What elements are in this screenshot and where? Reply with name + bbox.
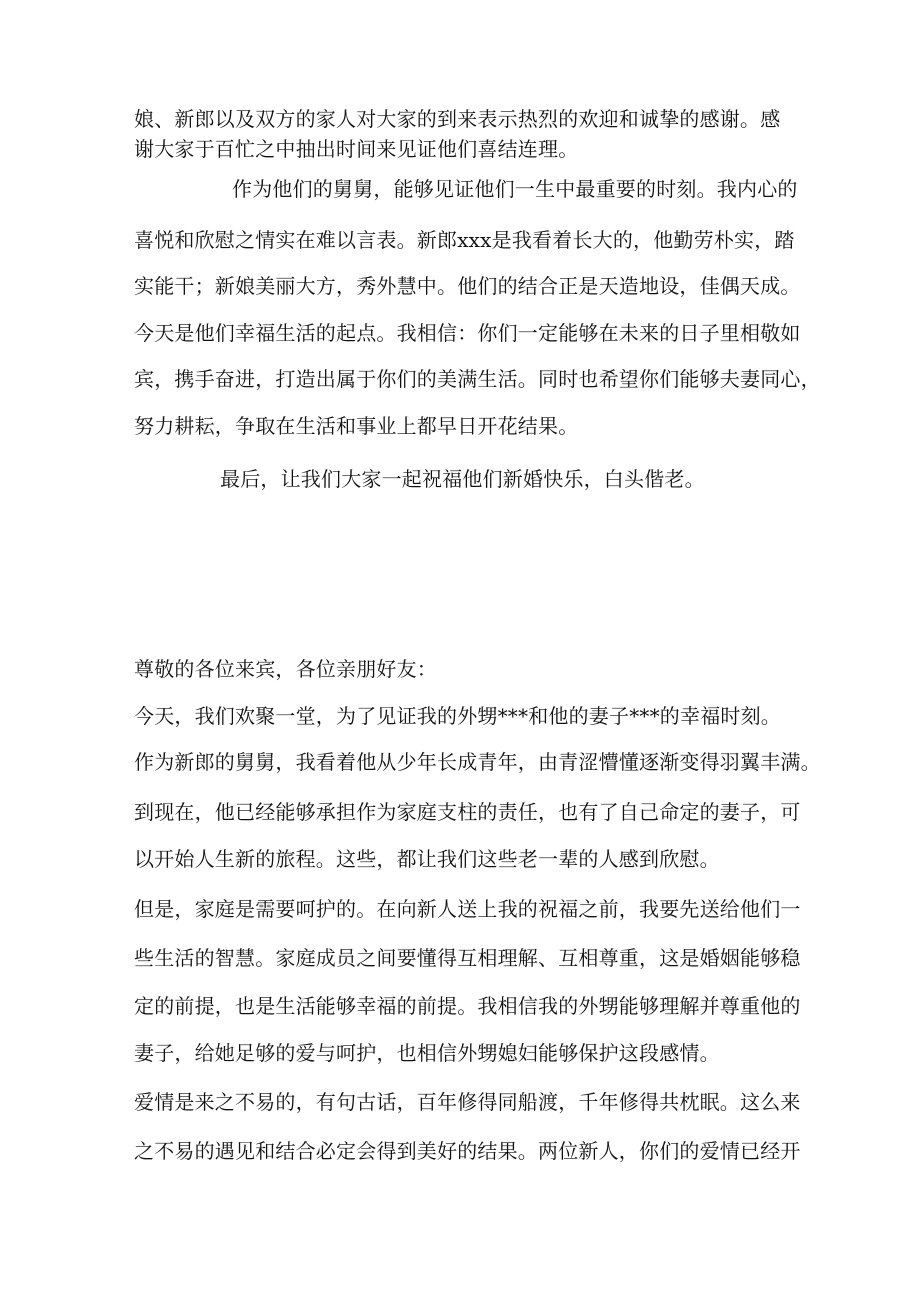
speech-two-line: 到现在，他已经能够承担作为家庭支柱的责任，也有了自己命定的妻子，可 — [134, 800, 801, 824]
speech-one-line: 喜悦和欣慰之情实在难以言表。新郎xxx是我看着长大的，他勤劳朴实，踏 — [134, 228, 795, 252]
speech-two-line: 作为新郎的舅舅，我看着他从少年长成青年，由青涩懵懂逐渐变得羽翼丰满。 — [134, 750, 821, 774]
speech-one-line: 宾，携手奋进，打造出属于你们的美满生活。同时也希望你们能够夫妻同心， — [134, 367, 821, 391]
speech-one-line: 努力耕耘，争取在生活和事业上都早日开花结果。 — [134, 414, 579, 438]
speech-two-line: 但是，家庭是需要呵护的。在向新人送上我的祝福之前，我要先送给他们一 — [134, 897, 801, 921]
speech-one-line: 实能干；新娘美丽大方，秀外慧中。他们的结合正是天造地设，佳偶天成。 — [134, 274, 801, 298]
speech-two-line: 今天，我们欢聚一堂，为了见证我的外甥***和他的妻子***的幸福时刻。 — [134, 704, 781, 728]
speech-one-line: 娘、新郎以及双方的家人对大家的到来表示热烈的欢迎和诚挚的感谢。感 — [134, 107, 781, 131]
speech-one-paragraph-start: 作为他们的舅舅，能够见证他们一生中最重要的时刻。我内心的 — [232, 177, 798, 201]
speech-two-line: 些生活的智慧。家庭成员之间要懂得互相理解、互相尊重，这是婚姻能够稳 — [134, 946, 801, 970]
speech-one-line: 谢大家于百忙之中抽出时间来见证他们喜结连理。 — [134, 137, 579, 161]
speech-two-line: 之不易的遇见和结合必定会得到美好的结果。两位新人，你们的爱情已经开 — [134, 1139, 801, 1163]
speech-two-greeting: 尊敬的各位来宾，各位亲朋好友： — [134, 657, 437, 681]
speech-one-line: 今天是他们幸福生活的起点。我相信：你们一定能够在未来的日子里相敬如 — [134, 321, 801, 345]
speech-one-closing: 最后，让我们大家一起祝福他们新婚快乐，白头偕老。 — [220, 467, 705, 491]
speech-two-line: 以开始人生新的旅程。这些，都让我们这些老一辈的人感到欣慰。 — [134, 847, 720, 871]
speech-two-line: 定的前提，也是生活能够幸福的前提。我相信我的外甥能够理解并尊重他的 — [134, 994, 801, 1018]
speech-two-line: 爱情是来之不易的，有句古话，百年修得同船渡，千年修得共枕眠。这么来 — [134, 1090, 801, 1114]
speech-two-line: 妻子，给她足够的爱与呵护，也相信外甥媳妇能够保护这段感情。 — [134, 1041, 720, 1065]
